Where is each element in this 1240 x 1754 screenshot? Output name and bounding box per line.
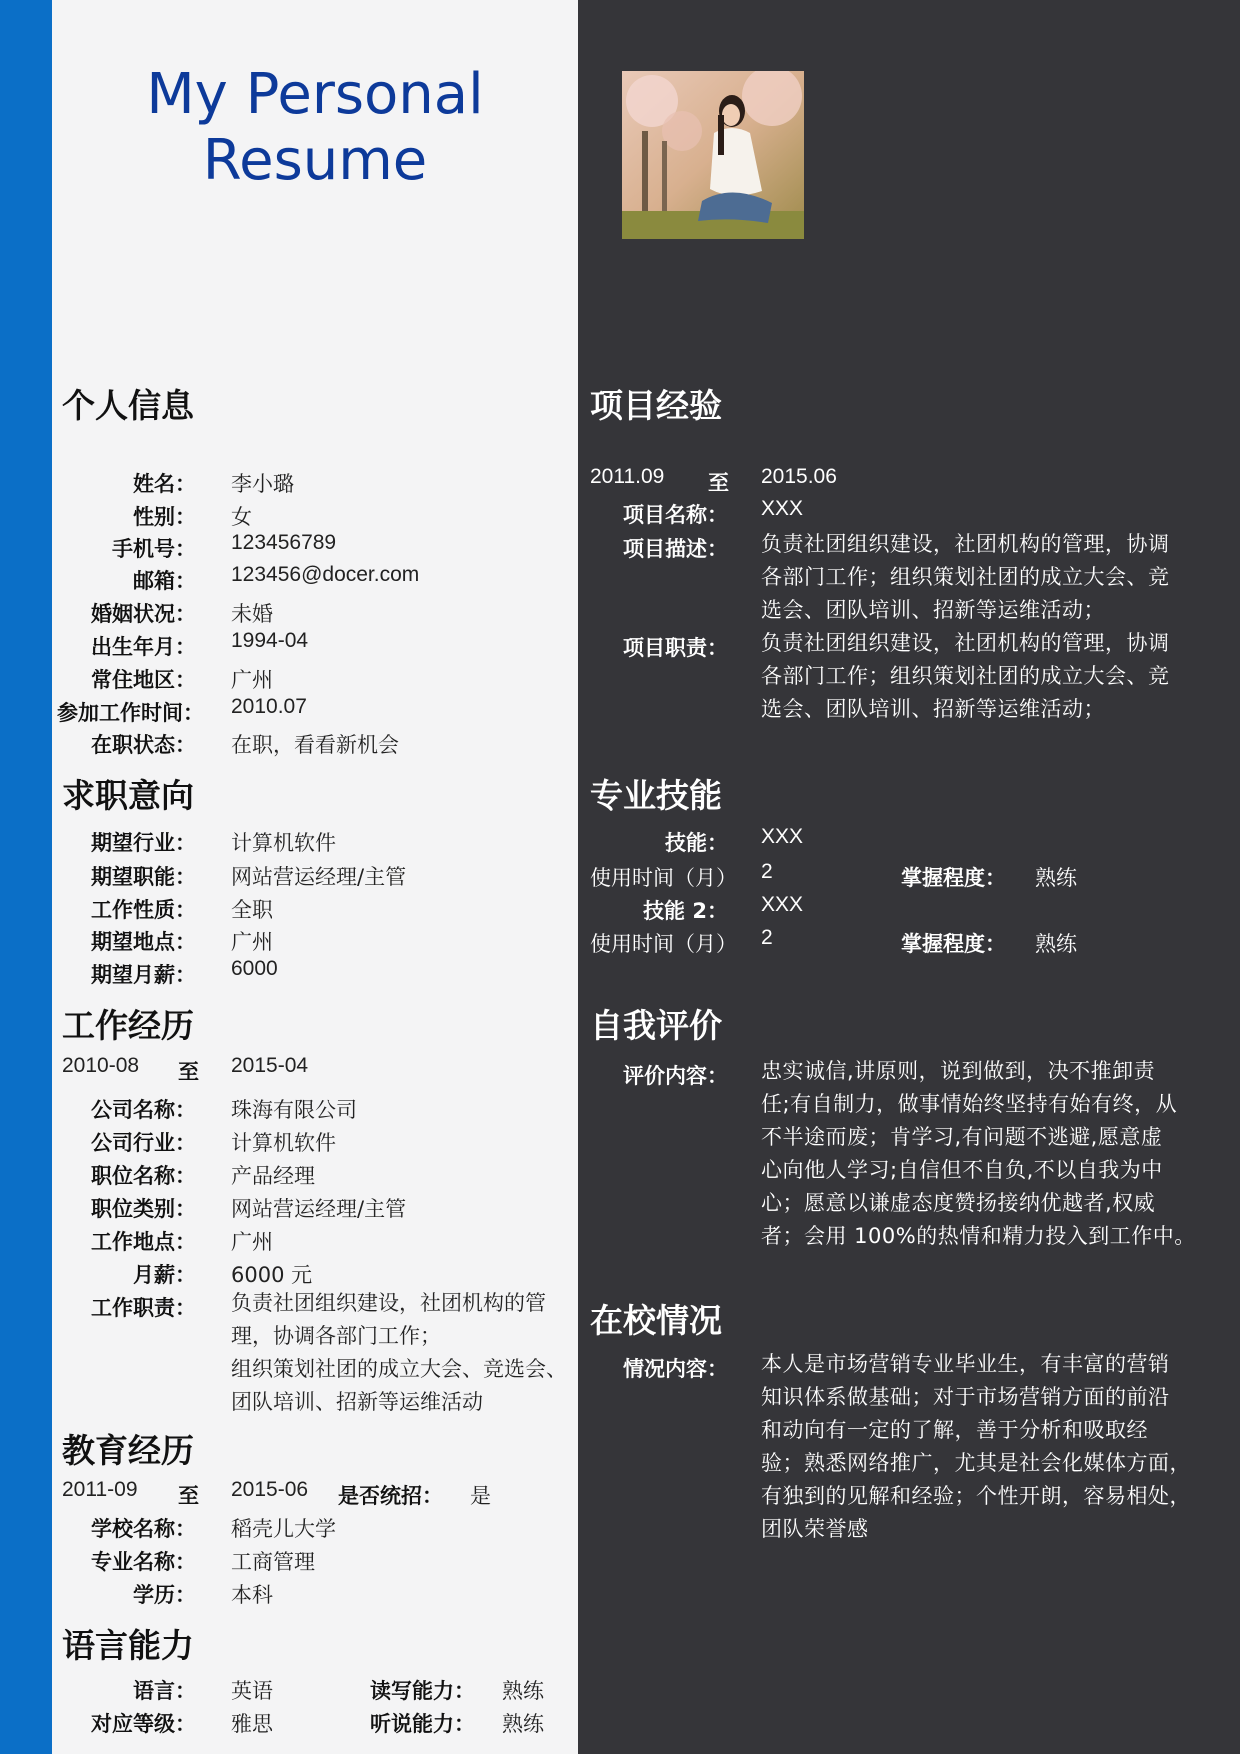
self-evaluation-line: 不半途而废；肯学习,有问题不逃避,愿意虚 [761,1125,1163,1149]
project-name-value: XXX [761,497,804,520]
edu-start-date: 2011-09 [62,1478,138,1501]
section-project: 项目经验 [590,386,722,425]
skill2-level-label: 掌握程度： [901,932,1006,956]
marital-label: 婚姻状况： [91,602,196,626]
project-duty-text [761,627,1231,726]
campus-line: 有独到的见解和经验；个性开朗，容易相处， [761,1484,1191,1508]
intent-salary-label: 期望月薪： [91,963,196,987]
name-value: 李小璐 [231,472,294,496]
read-write-value: 熟练 [502,1679,544,1703]
self-evaluation-line: 任;有自制力，做事情始终坚持有始有终，从 [761,1092,1178,1116]
section-campus: 在校情况 [590,1301,722,1340]
category-label: 职位类别： [91,1197,196,1221]
skill2-level-value: 熟练 [1035,932,1077,956]
residence-value: 广州 [231,668,273,692]
intent-industry-label: 期望行业： [91,831,196,855]
marital-value: 未婚 [231,602,273,626]
name-label: 姓名： [133,472,196,496]
title-line-2: Resume [202,128,428,193]
birth-label: 出生年月： [91,635,196,659]
work-salary-label: 月薪： [133,1263,196,1287]
work-to-label: 至 [178,1060,199,1084]
language-label: 语言： [133,1679,196,1703]
campus-line: 本人是市场营销专业毕业生，有丰富的营销 [761,1352,1170,1376]
blue-accent-bar [0,0,52,1754]
project-name-label: 项目名称： [623,503,728,527]
self-evaluation-line: 心向他人学习;自信但不自负,不以自我为中 [761,1158,1163,1182]
intent-salary-value: 6000 [231,957,278,980]
school-value: 稻壳儿大学 [231,1517,336,1541]
project-end-date: 2015.06 [761,465,837,488]
edu-to-label: 至 [178,1484,199,1508]
right-content [578,0,1240,1754]
work-place-value: 广州 [231,1230,273,1254]
unified-value: 是 [470,1484,491,1508]
category-value: 网站营运经理/主管 [231,1197,407,1221]
campus-label: 情况内容： [623,1357,728,1381]
major-value: 工商管理 [231,1550,315,1574]
status-label: 在职状态： [91,733,196,757]
read-write-label: 读写能力： [370,1679,475,1703]
intent-function-label: 期望职能： [91,865,196,889]
work-duty-text [231,1287,576,1419]
work-duty-line: 负责社团组织建设，社团机构的管 [231,1291,546,1315]
workstart-value: 2010.07 [231,695,307,718]
self-evaluation-line: 忠实诚信,讲原则，说到做到，决不推卸责 [761,1059,1156,1083]
self-evaluation-text [761,1055,1231,1253]
work-duty-line: 团队培训、招新等运维活动 [231,1390,483,1414]
company-value: 珠海有限公司 [231,1098,357,1122]
phone-value: 123456789 [231,531,337,554]
email-label: 邮箱： [133,569,196,593]
section-work-history: 工作经历 [62,1006,194,1045]
listen-speak-value: 熟练 [502,1712,544,1736]
listen-speak-label: 听说能力： [370,1712,475,1736]
resume-title [110,62,520,194]
campus-line: 团队荣誉感 [761,1517,869,1541]
self-evaluation-line: 心；愿意以谦虚态度赞扬接纳优越者,权威 [761,1191,1156,1215]
degree-value: 本科 [231,1583,273,1607]
skill1-value: XXX [761,825,804,848]
project-start-date: 2011.09 [590,465,665,488]
section-job-intent: 求职意向 [62,776,194,815]
degree-label: 学历： [133,1583,196,1607]
status-value: 在职，看看新机会 [231,733,399,757]
skill2-time-value: 2 [761,926,773,949]
company-industry-label: 公司行业： [91,1131,196,1155]
company-industry-value: 计算机软件 [231,1131,336,1155]
intent-location-label: 期望地点： [91,930,196,954]
work-start-date: 2010-08 [62,1054,140,1077]
work-duty-label: 工作职责： [91,1296,196,1320]
intent-industry-value: 计算机软件 [231,831,336,855]
intent-function-value: 网站营运经理/主管 [231,865,407,889]
campus-line: 和动向有一定的了解，善于分析和吸取经 [761,1418,1148,1442]
position-label: 职位名称： [91,1164,196,1188]
section-education: 教育经历 [62,1431,194,1470]
school-label: 学校名称： [91,1517,196,1541]
campus-line: 知识体系做基础；对于市场营销方面的前沿 [761,1385,1170,1409]
skill2-value: XXX [761,893,804,916]
work-duty-line: 组织策划社团的成立大会、竞选会、 [231,1357,567,1381]
project-desc-line: 选会、团队培训、招新等运维活动； [761,598,1105,622]
workstart-label: 参加工作时间： [57,701,204,725]
self-evaluation-label: 评价内容： [623,1064,728,1088]
residence-label: 常住地区： [91,668,196,692]
skill1-label: 技能： [665,831,728,855]
birth-value: 1994-04 [231,629,309,652]
work-end-date: 2015-04 [231,1054,309,1077]
language-level-value: 雅思 [231,1712,273,1736]
work-duty-line: 理，协调各部门工作； [231,1324,441,1348]
intent-nature-label: 工作性质： [91,898,196,922]
skill2-time-label: 使用时间（月） [590,932,737,956]
project-desc-line: 负责社团组织建设，社团机构的管理，协调 [761,532,1170,556]
language-level-label: 对应等级： [91,1712,196,1736]
project-desc-line: 各部门工作；组织策划社团的成立大会、竞 [761,565,1170,589]
title-line-1: My Personal [146,62,484,127]
intent-location-value: 广州 [231,930,273,954]
project-duty-line: 选会、团队培训、招新等运维活动； [761,697,1105,721]
project-to-label: 至 [708,471,729,495]
project-desc-text [761,528,1231,627]
campus-line: 验；熟悉网络推广，尤其是社会化媒体方面， [761,1451,1191,1475]
work-place-label: 工作地点： [91,1230,196,1254]
skill1-level-label: 掌握程度： [901,866,1006,890]
self-evaluation-line: 者；会用 100%的热情和精力投入到工作中。 [761,1224,1196,1248]
campus-text [761,1348,1231,1546]
edu-end-date: 2015-06 [231,1478,309,1501]
project-duty-line: 负责社团组织建设，社团机构的管理，协调 [761,631,1170,655]
email-value: 123456@docer.com [231,563,420,586]
skill1-time-label: 使用时间（月） [590,866,737,890]
section-skills: 专业技能 [590,776,722,815]
skill2-label: 技能 2： [643,899,728,923]
work-salary-value: 6000 元 [231,1263,313,1287]
language-value: 英语 [231,1679,273,1703]
project-desc-label: 项目描述： [623,537,728,561]
project-duty-label: 项目职责： [623,636,728,660]
unified-label: 是否统招： [338,1484,443,1508]
section-personal-info: 个人信息 [62,386,194,425]
section-language: 语言能力 [62,1626,194,1665]
skill1-time-value: 2 [761,860,773,883]
major-label: 专业名称： [91,1550,196,1574]
gender-label: 性别： [133,505,196,529]
phone-label: 手机号： [112,537,196,561]
skill1-level-value: 熟练 [1035,866,1077,890]
company-label: 公司名称： [91,1098,196,1122]
position-value: 产品经理 [231,1164,315,1188]
project-duty-line: 各部门工作；组织策划社团的成立大会、竞 [761,664,1170,688]
gender-value: 女 [231,505,252,529]
intent-nature-value: 全职 [231,898,273,922]
section-self-evaluation: 自我评价 [590,1006,722,1045]
